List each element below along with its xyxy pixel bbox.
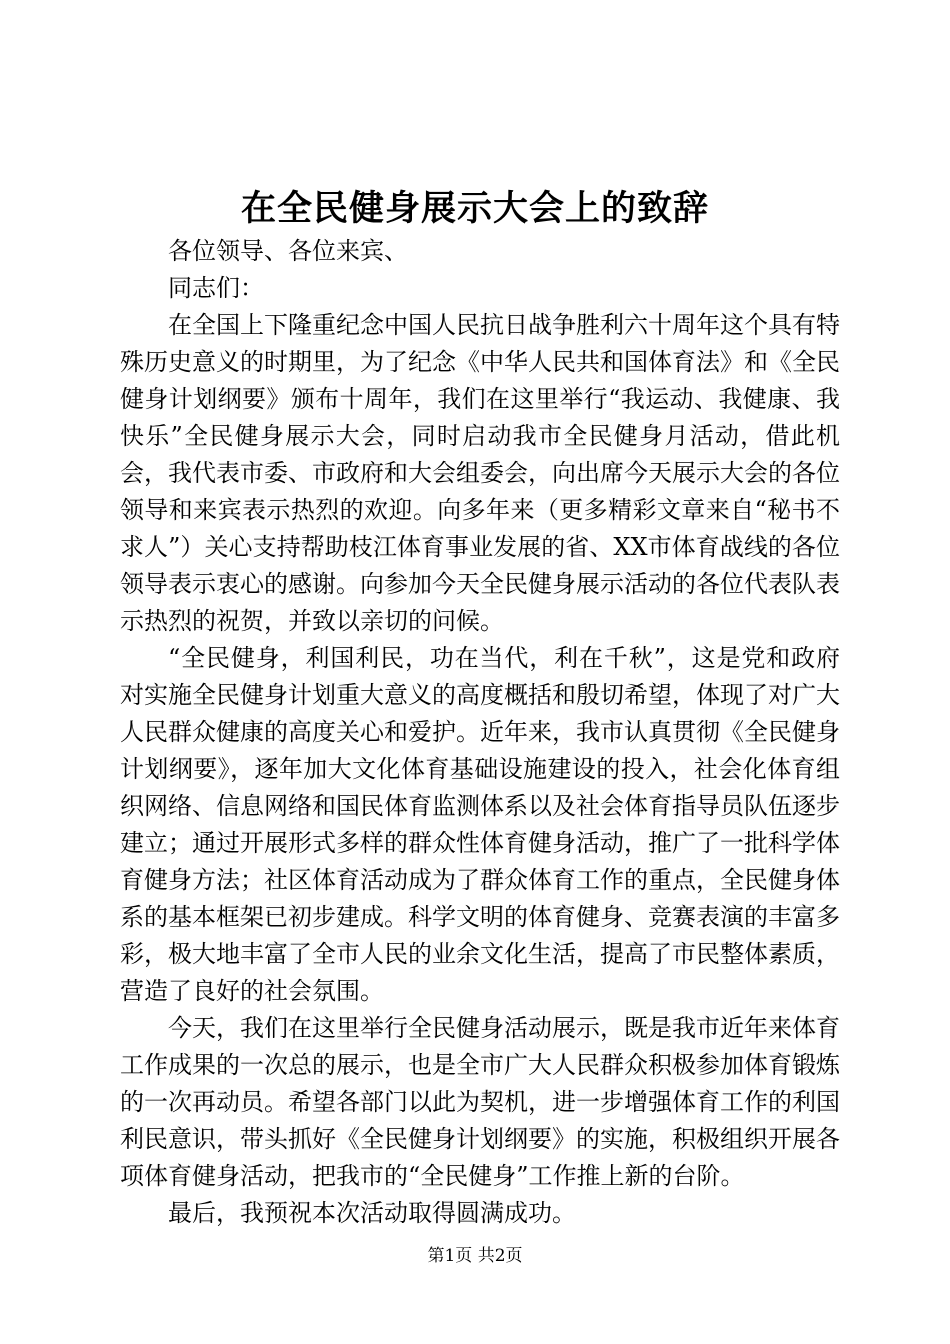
paragraph-4: 最后，我预祝本次活动取得圆满成功。: [168, 1199, 576, 1227]
paragraph-3: 今天，我们在这里举行全民健身活动展示，既是我市近年来体育工作成果的一次总的展示，也是全市广大人民群众积极参加体育锻炼的一次再动员。希望各部门以此为契机，进一步增强体育工作的利国利民意识，带头抓好《全民健身计划纲要》的实施，积极组织开展各项体育健身活动，把我市的“全民健身”工作推上新的台阶。: [120, 1014, 840, 1190]
document-body: [120, 233, 840, 1232]
salutation-line-2: 同志们：: [168, 274, 264, 302]
page-number-footer: 第1页 共2页: [427, 1246, 523, 1266]
paragraph-1: 在全国上下隆重纪念中国人民抗日战争胜利六十周年这个具有特殊历史意义的时期里，为了纪念《中华人民共和国体育法》和《全民健身计划纲要》颁布十周年，我们在这里举行“我运动、我健康、我快乐”全民健身展示大会，同时启动我市全民健身月活动，借此机会，我代表市委、市政府和大会组委会，向出席今天展示大会的各位领导和来宾表示热烈的欢迎。向多年来（更多精彩文章来自“秘书不求人”）关心支持帮助枝江体育事业发展的省、XX市体育战线的各位领导表示衷心的感谢。向参加今天全民健身展示活动的各位代表队表示热烈的祝贺，并致以亲切的问候。: [120, 311, 840, 635]
document-title: 在全民健身展示大会上的致辞: [240, 188, 709, 229]
salutation-line-1: 各位领导、各位来宾、: [168, 237, 408, 265]
paragraph-2: “全民健身，利国利民，功在当代，利在千秋”，这是党和政府对实施全民健身计划重大意义的高度概括和殷切希望，体现了对广大人民群众健康的高度关心和爱护。近年来，我市认真贯彻《全民健身计划纲要》，逐年加大文化体育基础设施建设的投入，社会化体育组织网络、信息网络和国民体育监测体系以及社会体育指导员队伍逐步建立；通过开展形式多样的群众性体育健身活动，推广了一批科学体育健身方法；社区体育活动成为了群众体育工作的重点，全民健身体系的基本框架已初步建成。科学文明的体育健身、竞赛表演的丰富多彩，极大地丰富了全市人民的业余文化生活，提高了市民整体素质，营造了良好的社会氛围。: [120, 644, 840, 1005]
